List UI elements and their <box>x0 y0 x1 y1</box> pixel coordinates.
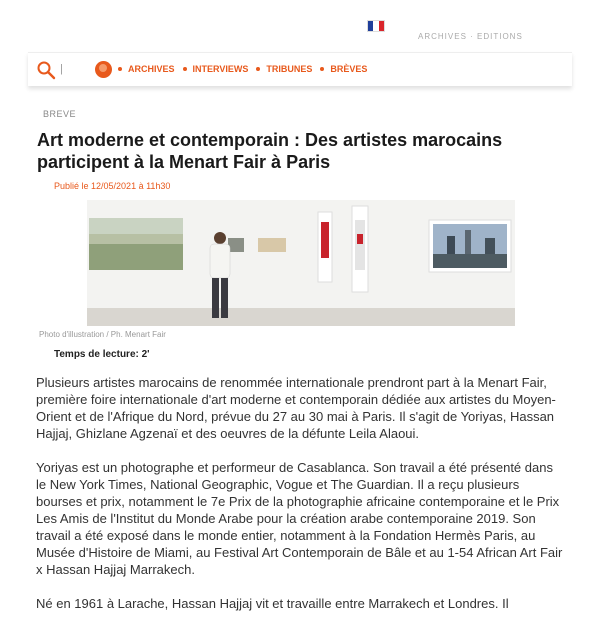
article-category[interactable]: BREVE <box>43 109 77 119</box>
nav-item-interviews[interactable]: INTERVIEWS <box>183 64 249 74</box>
bullet-icon <box>256 67 260 71</box>
nav-item-archives[interactable]: ARCHIVES <box>118 64 175 74</box>
french-flag-icon[interactable] <box>367 20 385 32</box>
photo-caption: Photo d'illustration / Ph. Menart Fair <box>39 330 166 339</box>
faded-header-text: ARCHIVES · EDITIONS <box>418 32 523 41</box>
article-title: Art moderne et contemporain : Des artistes marocains participent à la Menart Fair à Paris <box>37 130 503 172</box>
bullet-icon <box>320 67 324 71</box>
paragraph: Yoriyas est un photographe et performeur de Casablanca. Son travail a été présenté dans le New York Times, National Geographic, Vogue et The Guardian. Il a reçu plusieurs bourses et prix, notamment le 7e Prix de la photographie africaine contemporaine et le Prix Les Amis de l'Institut du Monde Arabe pour la création arabe contemporaine 2019. Son travail a été exposé dans le monde entier, notamment à la Fondation Hermès Paris, au Musée d'Histoire de Miami, au Festival Art Contemporain de Bâle et au 1-54 African Art Fair x Hassan Hajjaj Marrakech. <box>36 460 563 577</box>
bullet-icon <box>183 67 187 71</box>
bullet-icon <box>118 67 122 71</box>
globe-icon[interactable] <box>95 61 112 78</box>
paragraph: Plusieurs artistes marocains de renommée internationale prendront part à la Menart Fair, première foire internationale d'art moderne et contemporain dédiée aux artistes du Moyen-Orient et de l'Afrique du Nord, prévue du 27 au 30 mai à Paris. Il s'agit de Yoriyas, Hassan Hajjaj, Ghizlane Agzenaï et des oeuvres de la défunte Leila Alaoui. <box>36 375 556 441</box>
publish-date: Publié le 12/05/2021 à 11h30 <box>54 181 171 191</box>
nav-item-tribunes[interactable]: TRIBUNES <box>256 64 312 74</box>
nav-item-breves[interactable]: BRÈVES <box>320 64 367 74</box>
top-strip <box>0 0 600 50</box>
gallery-illustration <box>87 200 515 326</box>
article-photo <box>87 200 515 326</box>
main-navbar <box>28 52 572 86</box>
paragraph: Né en 1961 à Larache, Hassan Hajjaj vit et travaille entre Marrakech et Londres. Il <box>36 596 509 611</box>
search-icon[interactable] <box>36 60 56 80</box>
article-body <box>36 374 566 629</box>
nav-separator: | <box>60 63 63 75</box>
nav-links <box>118 64 375 74</box>
reading-time: Temps de lecture: 2' <box>54 349 150 360</box>
